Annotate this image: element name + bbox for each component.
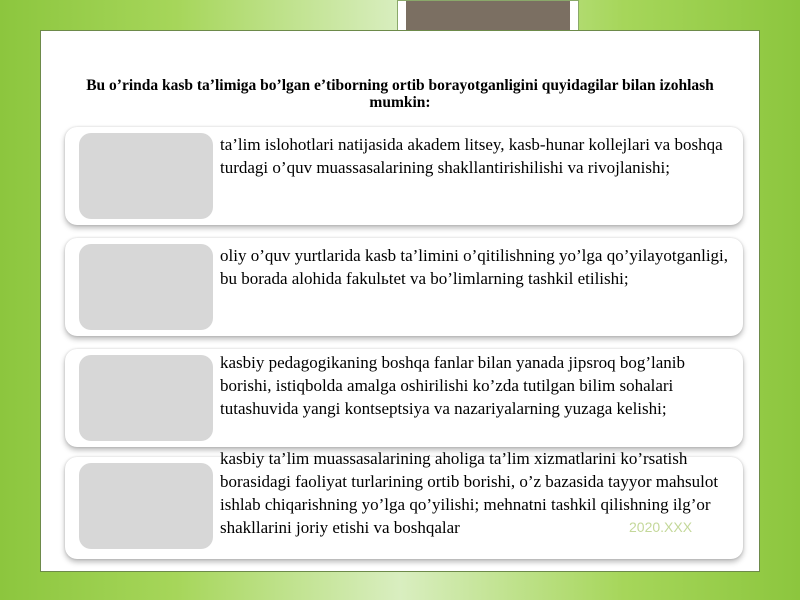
- list-item-thumbnail: [79, 133, 213, 219]
- slide-panel: [40, 30, 760, 572]
- list-item-text: ta’lim islohotlari natijasida akadem litsey, kasb-hunar kollejlari va boshqa turdagi o’quv muassasalarining shakllantirishilishi va rivojlanishi;: [220, 135, 723, 177]
- slide-heading: Bu o’rinda kasb ta’limiga bo’lgan e’tiborning ortib borayotganligini quyidagilar bilan izohlash mumkin:: [86, 77, 714, 111]
- list-item-text: kasbiy pedagogikaning boshqa fanlar bilan yanada jipsroq bog’lanib borishi, istiqbolda amalga oshirilishi ko’zda tutilgan bilim sohalari tutashuvida yangi kontseptsiya va nazariyalarning yuzaga kelishi;: [220, 353, 686, 418]
- list-item-text: oliy o’quv yurtlarida kasb ta’limini o’qitilishning yo’lga qo’yilayotganligi, bu borada alohida fakulьtet va bo’limlarning tashkil etilishi;: [220, 246, 729, 288]
- list-item-thumbnail: [79, 463, 213, 549]
- list-item-text: kasbiy ta’lim muassasalarining aholiga ta’lim xizmatlarini ko’rsatish borasidagi faoliyat turlarining ortib borishi, o’z bazasida tayyor mahsulot ishlab chiqarishning yo’lga qo’yilishi; mehnatni tashkil qilishning ilg’or shakllarini joriy etishi va boshqalar: [220, 449, 719, 537]
- list-item: [65, 349, 743, 447]
- watermark-text: 2020.XXX: [629, 519, 693, 535]
- list-item: [65, 238, 743, 336]
- list-item-thumbnail: [79, 355, 213, 441]
- list-item-thumbnail: [79, 244, 213, 330]
- list-item: [65, 449, 743, 559]
- list-item: [65, 127, 743, 225]
